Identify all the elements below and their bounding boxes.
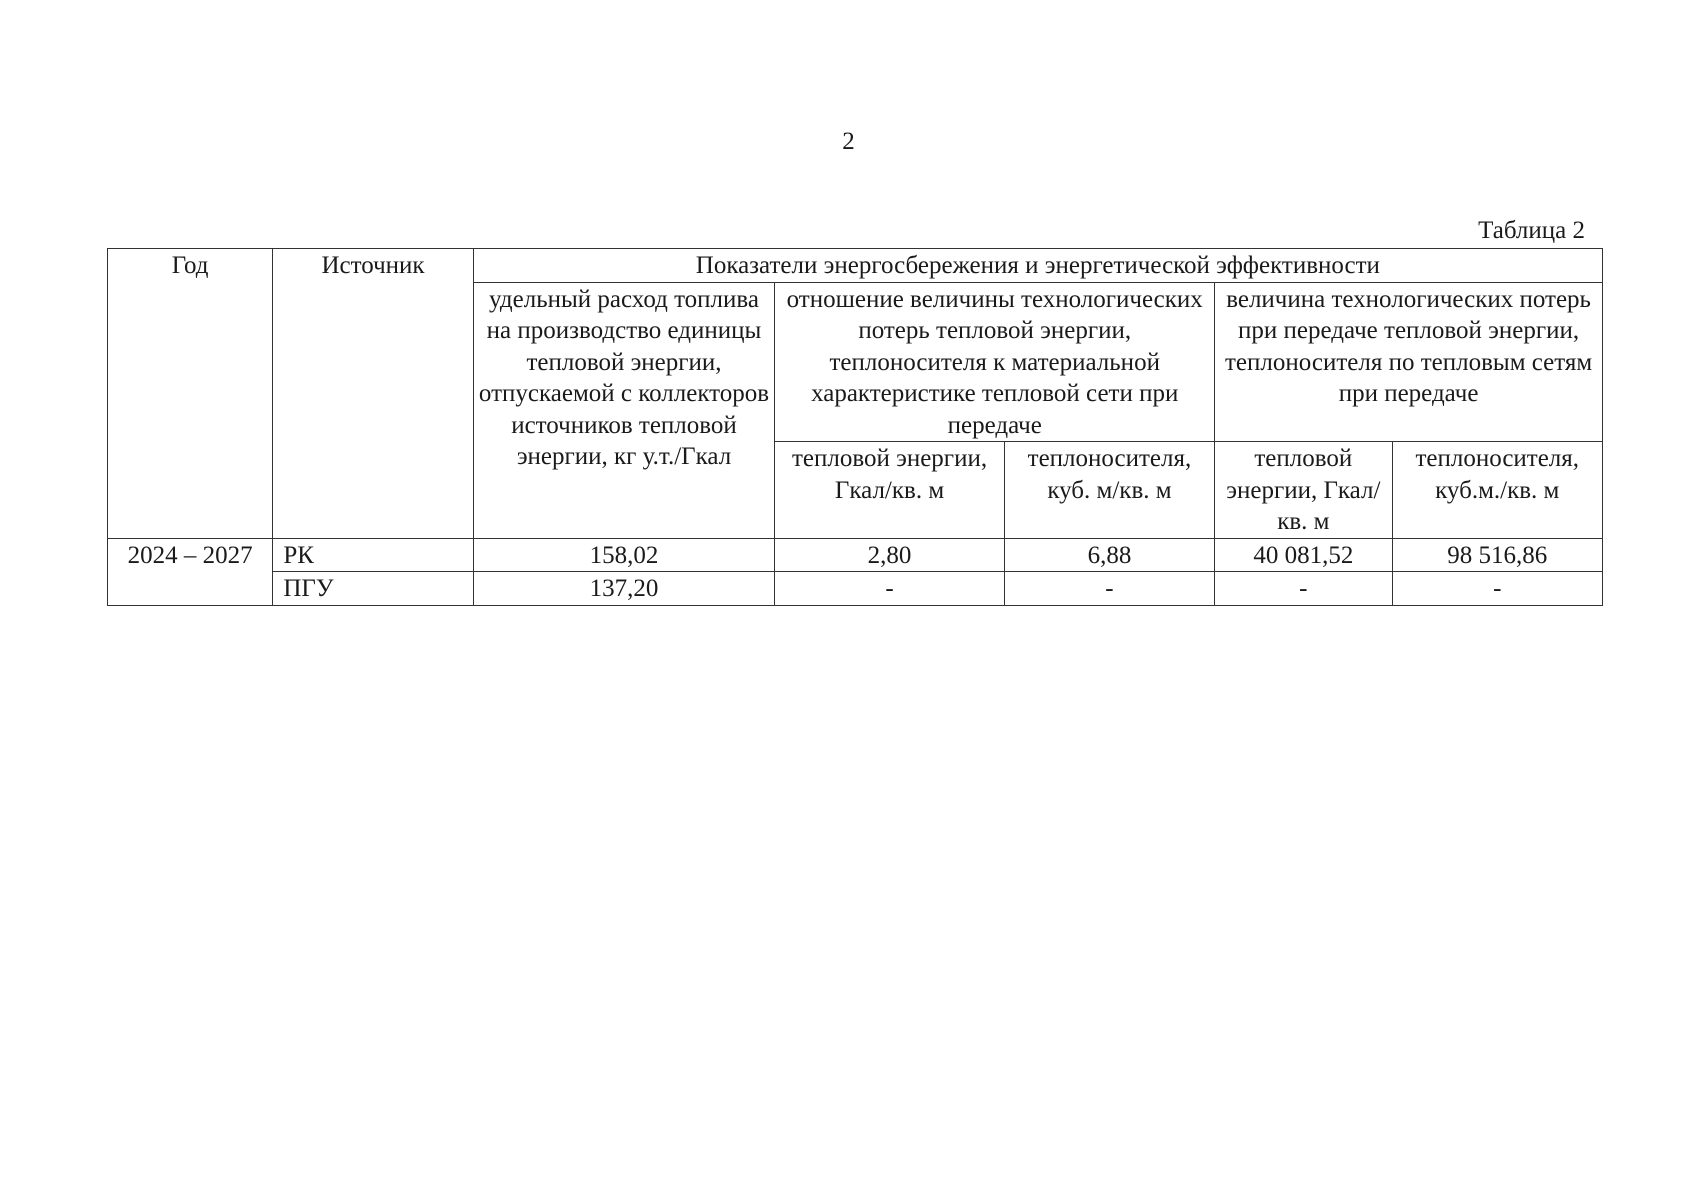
header-ratio-heat: тепловой энергии, Гкал/кв. м bbox=[775, 442, 1004, 539]
table-caption: Таблица 2 bbox=[1478, 217, 1585, 244]
header-ratio-carrier: теплоносителя, куб. м/кв. м bbox=[1004, 442, 1214, 539]
cell-fuel: 158,02 bbox=[473, 538, 775, 572]
header-year: Год bbox=[108, 249, 273, 539]
header-volume-carrier: теплоносителя, куб.м./кв. м bbox=[1392, 442, 1603, 539]
header-loss-volume: величина технологических потерь при передаче тепловой энергии, теплоносителя по тепловым сетям при передаче bbox=[1215, 282, 1603, 442]
header-source: Источник bbox=[273, 249, 473, 539]
table-row bbox=[108, 572, 1603, 606]
header-loss-ratio: отношение величины технологических потерь тепловой энергии, теплоносителя к материальной характеристике тепловой сети при передаче bbox=[775, 282, 1215, 442]
header-row-1 bbox=[108, 249, 1603, 283]
table-row bbox=[108, 538, 1603, 572]
header-fuel-consumption: удельный расход топлива на производство единицы тепловой энергии, отпускаемой с коллекторов источников тепловой энергии, кг у.т./Гкал bbox=[473, 282, 775, 538]
cell-year: 2024 – 2027 bbox=[108, 538, 273, 605]
cell-volume-heat: - bbox=[1215, 572, 1392, 606]
cell-ratio-carrier: - bbox=[1004, 572, 1214, 606]
header-volume-heat: тепловой энергии, Гкал/кв. м bbox=[1215, 442, 1392, 539]
cell-ratio-carrier: 6,88 bbox=[1004, 538, 1214, 572]
cell-volume-carrier: - bbox=[1392, 572, 1603, 606]
cell-source: ПГУ bbox=[273, 572, 473, 606]
page-number: 2 bbox=[842, 128, 855, 155]
energy-efficiency-table bbox=[107, 248, 1603, 606]
cell-source: РК bbox=[273, 538, 473, 572]
cell-ratio-heat: 2,80 bbox=[775, 538, 1004, 572]
cell-volume-carrier: 98 516,86 bbox=[1392, 538, 1603, 572]
cell-ratio-heat: - bbox=[775, 572, 1004, 606]
cell-fuel: 137,20 bbox=[473, 572, 775, 606]
cell-volume-heat: 40 081,52 bbox=[1215, 538, 1392, 572]
header-indicators-group: Показатели энергосбережения и энергетической эффективности bbox=[473, 249, 1602, 283]
